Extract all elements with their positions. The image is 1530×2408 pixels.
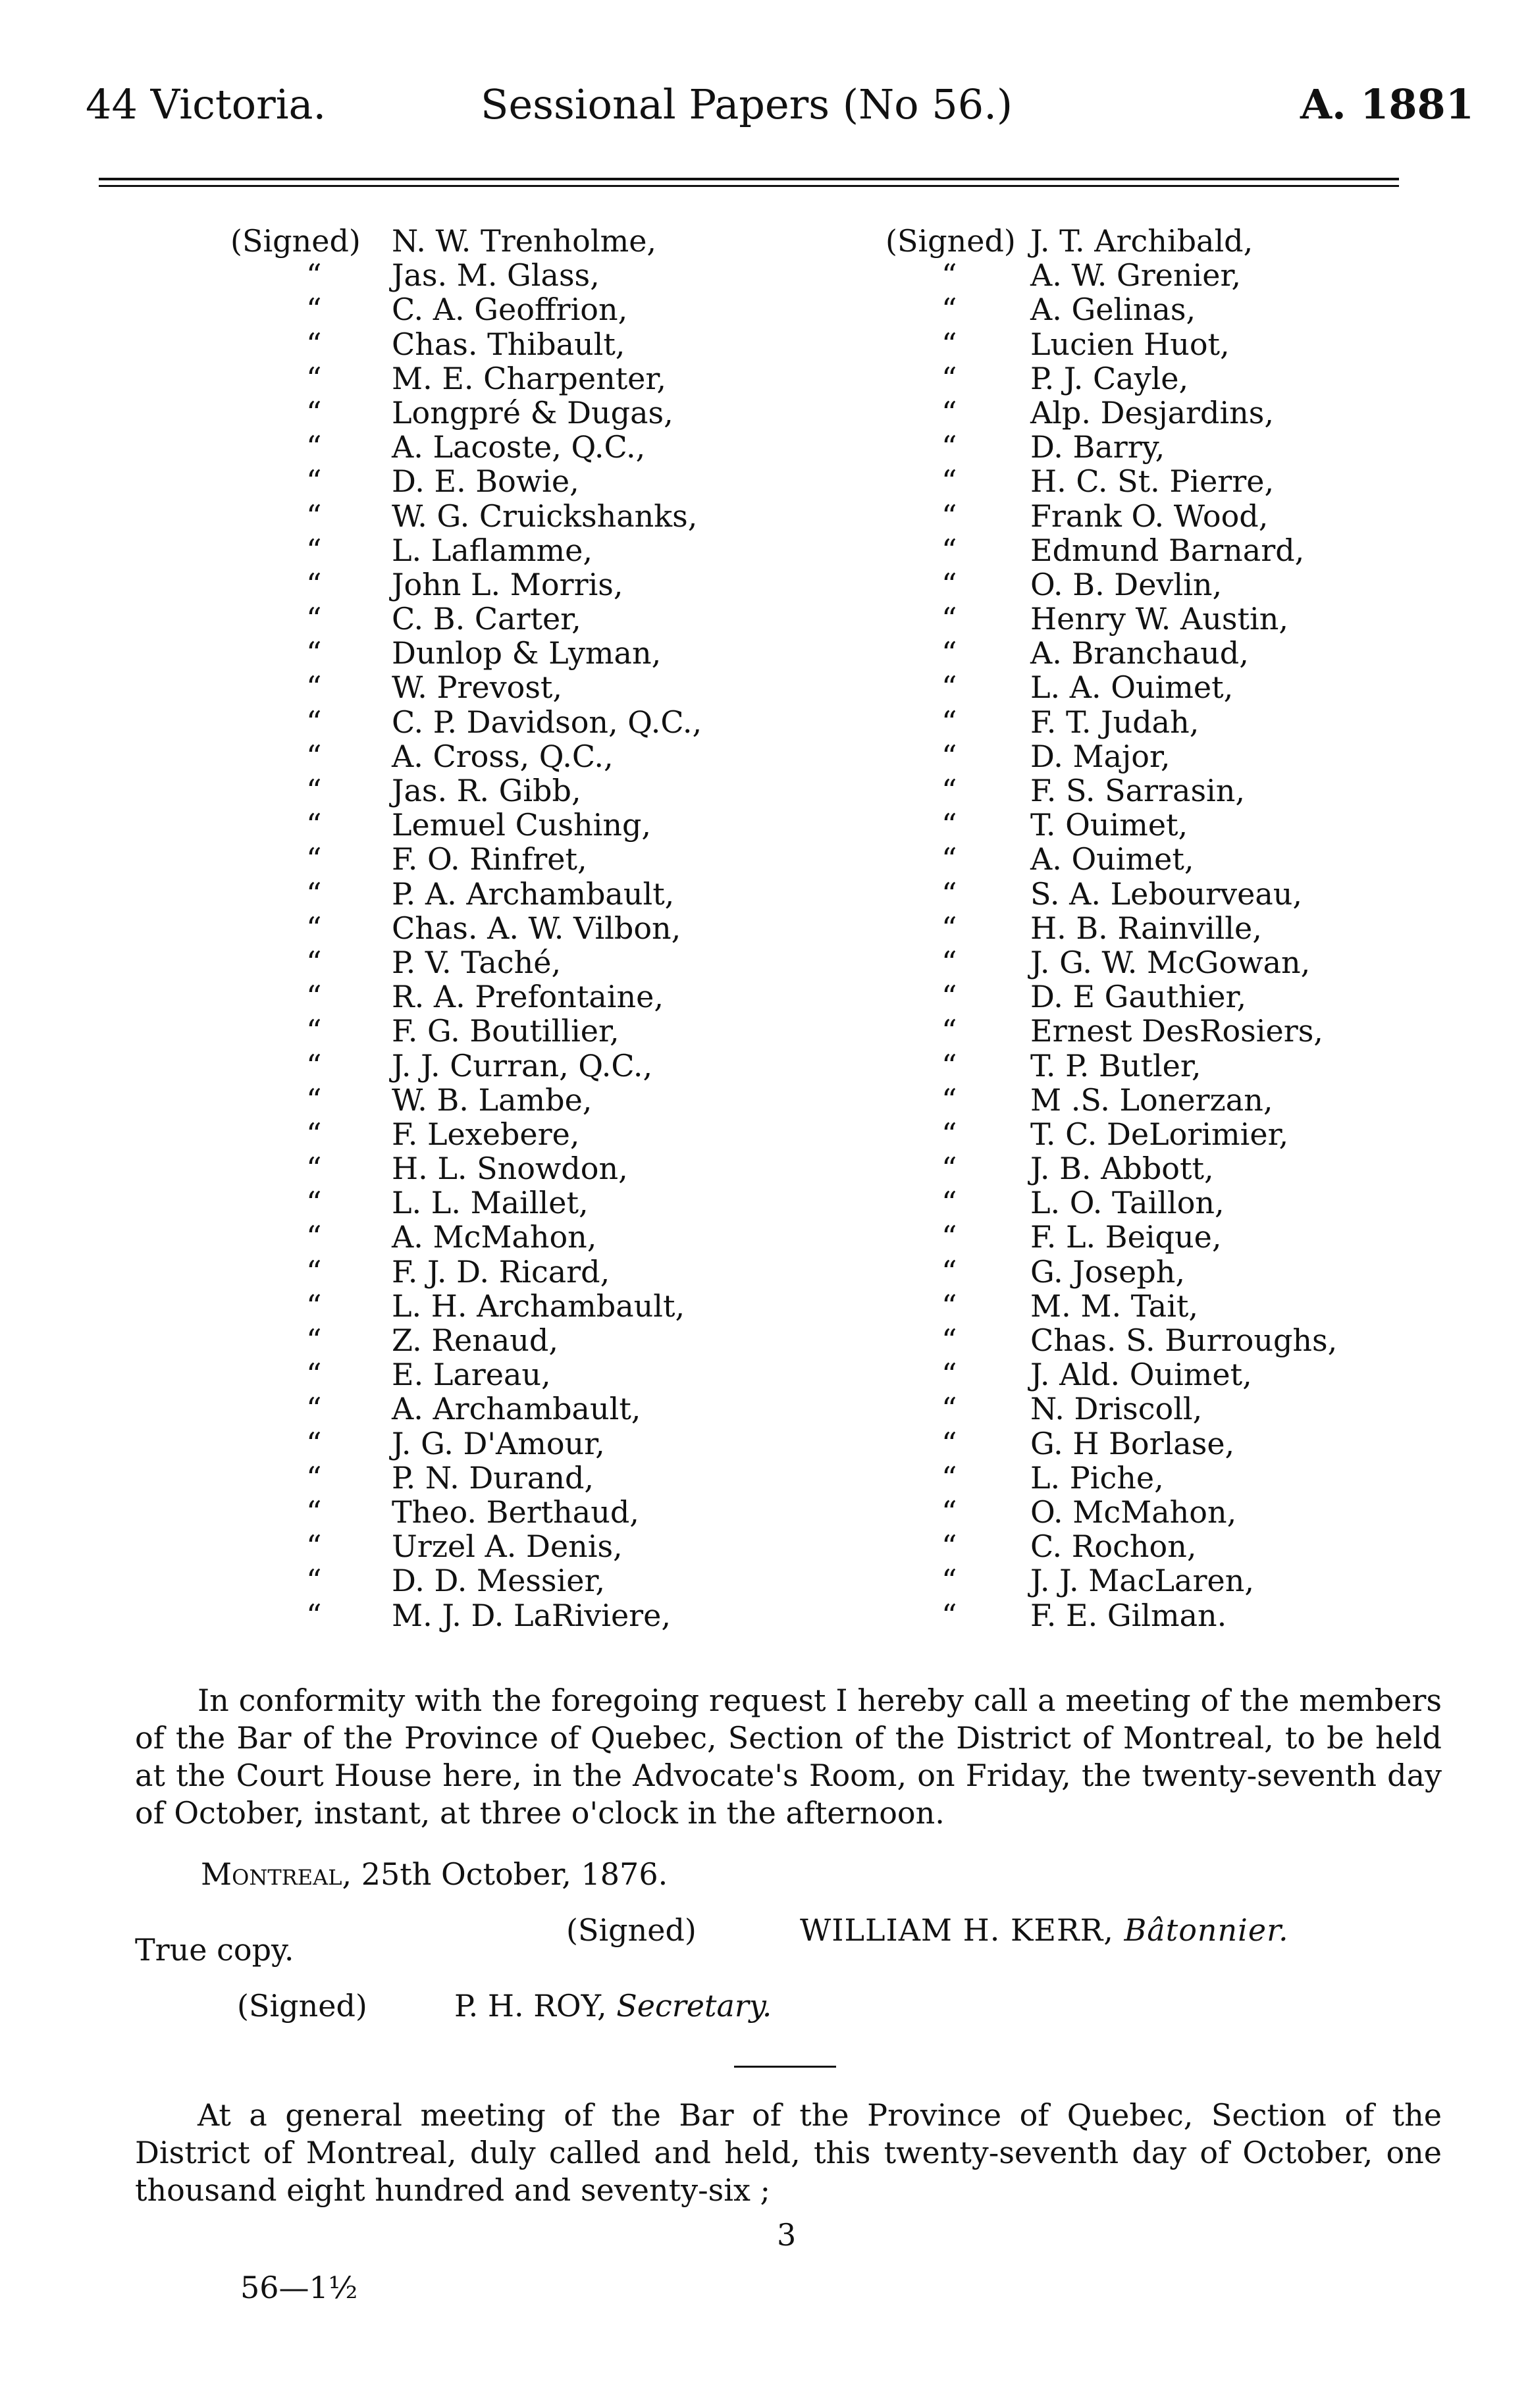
- signatory-row: [885, 1083, 1432, 1117]
- signatory-name: A. Branchaud,: [1030, 635, 1249, 671]
- signatory-column-right: [885, 224, 1432, 1633]
- ditto-mark: “: [941, 944, 957, 980]
- signatory-name: M. J. D. LaRiviere,: [392, 1597, 672, 1633]
- ditto-mark: “: [306, 1116, 322, 1152]
- signatory-name: Z. Renaud,: [392, 1322, 558, 1358]
- signatory-row: [230, 1255, 757, 1289]
- signatory-name: J. J. Curran, Q.C.,: [392, 1047, 653, 1084]
- signatory-row: [230, 877, 757, 911]
- ditto-mark: “: [306, 292, 322, 328]
- signatory-row: [885, 1495, 1432, 1529]
- ditto-mark: “: [941, 326, 957, 362]
- signatory-name: Henry W. Austin,: [1030, 601, 1288, 637]
- signatory-row: [885, 396, 1432, 430]
- ditto-mark: “: [306, 876, 322, 912]
- signatory-name: John L. Morris,: [392, 566, 623, 602]
- ditto-mark: “: [941, 1563, 957, 1599]
- ditto-mark: “: [941, 807, 957, 843]
- signatory-row: [230, 980, 757, 1014]
- signatory-name: M. E. Charpenter,: [392, 360, 666, 396]
- signatory-row: [885, 1014, 1432, 1048]
- ditto-mark: “: [941, 1219, 957, 1255]
- signatory-name: H. C. St. Pierre,: [1030, 463, 1275, 500]
- ditto-mark: “: [306, 1288, 322, 1324]
- signatory-row: [230, 1598, 757, 1633]
- signatory-row: [230, 705, 757, 739]
- signatory-name: Lemuel Cushing,: [392, 807, 652, 843]
- signatory-name: N. W. Trenholme,: [392, 223, 657, 259]
- ditto-mark: “: [306, 360, 322, 396]
- signatory-row: [885, 1426, 1432, 1461]
- signatory-name: A. W. Grenier,: [1030, 257, 1242, 294]
- ditto-mark: “: [941, 1288, 957, 1324]
- signatory-row: [230, 739, 757, 773]
- signatory-name: A. Gelinas,: [1030, 292, 1196, 328]
- signatory-name: P. J. Cayle,: [1030, 360, 1189, 396]
- ditto-mark: “: [306, 532, 322, 568]
- signatory-name: H. L. Snowdon,: [392, 1151, 628, 1187]
- signatory-row: [885, 773, 1432, 808]
- signatory-name: Ernest DesRosiers,: [1030, 1013, 1323, 1049]
- signatory-row: [230, 1186, 757, 1220]
- ditto-mark: “: [306, 326, 322, 362]
- ditto-mark: “: [306, 944, 322, 980]
- ditto-mark: “: [941, 257, 957, 294]
- signatory-name: L. Laflamme,: [392, 532, 593, 568]
- ditto-mark: “: [941, 979, 957, 1015]
- signatory-name: F. Lexebere,: [392, 1116, 580, 1152]
- signatory-name: F. J. D. Ricard,: [392, 1253, 610, 1290]
- ditto-mark: “: [306, 910, 322, 946]
- ditto-mark: “: [306, 1219, 322, 1255]
- signatory-name: Dunlop & Lyman,: [392, 635, 662, 671]
- signed-mark: (Signed): [885, 223, 1016, 259]
- signatory-name: Jas. R. Gibb,: [392, 773, 581, 808]
- signatory-row: [885, 877, 1432, 911]
- signatory-row: [885, 464, 1432, 498]
- ditto-mark: “: [941, 566, 957, 602]
- signatory-row: [230, 499, 757, 533]
- signatory-name: D. Major,: [1030, 738, 1171, 774]
- signatory-row: [885, 361, 1432, 396]
- signatory-name: Frank O. Wood,: [1030, 498, 1269, 534]
- signatory-row: [885, 670, 1432, 704]
- ditto-mark: “: [306, 257, 322, 294]
- signatory-name: Longpré & Dugas,: [392, 394, 673, 431]
- signatory-row: [885, 980, 1432, 1014]
- signatory-row: [230, 1426, 757, 1461]
- ditto-mark: “: [306, 566, 322, 602]
- ditto-mark: “: [941, 1253, 957, 1290]
- signatory-name: P. A. Archambault,: [392, 876, 675, 912]
- signatory-name: W. G. Cruickshanks,: [392, 498, 698, 534]
- header-title: Sessional Papers (No 56.): [481, 80, 1013, 128]
- signatory-name: F. L. Beique,: [1030, 1219, 1222, 1255]
- signatory-name: F. E. Gilman.: [1030, 1597, 1227, 1633]
- signatory-name: A. Archambault,: [392, 1391, 641, 1427]
- signatory-row: [885, 1392, 1432, 1426]
- signatory-name: Chas. A. W. Vilbon,: [392, 910, 681, 946]
- signatory-row: [885, 1255, 1432, 1289]
- dateline-date: 25th October, 1876.: [352, 1856, 668, 1892]
- signatory-name: J. B. Abbott,: [1030, 1151, 1214, 1187]
- signatory-name: Lucien Huot,: [1030, 326, 1230, 362]
- signatory-row: [230, 842, 757, 876]
- signatory-row: [885, 292, 1432, 327]
- signatory-name: J. Ald. Ouimet,: [1030, 1357, 1252, 1393]
- signatory-name: G. H Borlase,: [1030, 1425, 1235, 1461]
- signatory-row: [230, 670, 757, 704]
- header-rule-thick: [99, 178, 1399, 180]
- signatory-name: L. L. Maillet,: [392, 1185, 589, 1221]
- ditto-mark: “: [306, 1357, 322, 1393]
- signatory-row: [230, 224, 757, 258]
- signatory-row: [885, 911, 1432, 945]
- ditto-mark: “: [941, 669, 957, 706]
- ditto-mark: “: [306, 1253, 322, 1290]
- ditto-mark: “: [306, 773, 322, 808]
- dateline-place: Montreal,: [201, 1856, 352, 1892]
- true-copy-label: True copy.: [135, 1932, 294, 1968]
- signatory-name: P. N. Durand,: [392, 1459, 594, 1496]
- ditto-mark: “: [941, 1597, 957, 1633]
- signatory-row: [885, 1563, 1432, 1598]
- signatory-row: [885, 705, 1432, 739]
- signatory-name: T. C. DeLorimier,: [1030, 1116, 1289, 1152]
- signatory-row: [885, 636, 1432, 670]
- ditto-mark: “: [306, 979, 322, 1015]
- signatory-name: T. Ouimet,: [1030, 807, 1188, 843]
- ditto-mark: “: [306, 704, 322, 740]
- dateline: [201, 1856, 668, 1892]
- ditto-mark: “: [941, 1116, 957, 1152]
- ditto-mark: “: [941, 738, 957, 774]
- signatory-row: [885, 1461, 1432, 1495]
- ditto-mark: “: [306, 394, 322, 431]
- signatory-row: [230, 464, 757, 498]
- signatory-name: M .S. Lonerzan,: [1030, 1082, 1273, 1118]
- batonnier-signature: [800, 1912, 1289, 1948]
- signatory-name: Alp. Desjardins,: [1030, 394, 1275, 431]
- signatory-row: [885, 1529, 1432, 1563]
- ditto-mark: “: [306, 669, 322, 706]
- signatory-row: [230, 911, 757, 945]
- signatory-row: [885, 533, 1432, 567]
- signatory-name: Chas. S. Burroughs,: [1030, 1322, 1338, 1358]
- signatory-row: [230, 1151, 757, 1186]
- signatory-name: A. Ouimet,: [1030, 841, 1194, 877]
- ditto-mark: “: [306, 1082, 322, 1118]
- signatory-row: [230, 1529, 757, 1563]
- signatory-name: L. A. Ouimet,: [1030, 669, 1234, 706]
- signatory-row: [230, 1563, 757, 1598]
- signatory-row: [230, 1049, 757, 1083]
- signatory-row: [885, 224, 1432, 258]
- ditto-mark: “: [941, 876, 957, 912]
- ditto-mark: “: [941, 704, 957, 740]
- signatory-name: F. O. Rinfret,: [392, 841, 587, 877]
- ditto-mark: “: [941, 773, 957, 808]
- signatory-row: [230, 327, 757, 361]
- ditto-mark: “: [306, 1494, 322, 1530]
- ditto-mark: “: [306, 498, 322, 534]
- signatory-row: [885, 1117, 1432, 1151]
- signatory-row: [885, 842, 1432, 876]
- signatory-row: [885, 430, 1432, 464]
- ditto-mark: “: [941, 394, 957, 431]
- signatory-row: [230, 258, 757, 292]
- ditto-mark: “: [306, 1013, 322, 1049]
- ditto-mark: “: [306, 1597, 322, 1633]
- signatory-name: P. V. Taché,: [392, 944, 562, 980]
- signatory-name: O. McMahon,: [1030, 1494, 1237, 1530]
- signatory-name: D. E. Bowie,: [392, 463, 579, 500]
- signatory-row: [230, 1220, 757, 1254]
- signatory-name: F. G. Boutillier,: [392, 1013, 620, 1049]
- signatory-name: T. P. Butler,: [1030, 1047, 1201, 1084]
- signatory-row: [885, 1186, 1432, 1220]
- signatory-name: Theo. Berthaud,: [392, 1494, 639, 1530]
- signatory-name: Chas. Thibault,: [392, 326, 625, 362]
- signatory-row: [885, 945, 1432, 980]
- signatory-name: M. M. Tait,: [1030, 1288, 1199, 1324]
- signatory-row: [230, 636, 757, 670]
- signed-mark: (Signed): [230, 223, 361, 259]
- signatory-row: [230, 396, 757, 430]
- ditto-mark: “: [941, 1529, 957, 1565]
- signatory-row: [230, 945, 757, 980]
- signatory-name: W. B. Lambe,: [392, 1082, 593, 1118]
- signatory-row: [230, 1117, 757, 1151]
- signatory-name: C. Rochon,: [1030, 1529, 1197, 1565]
- signatory-name: A. Cross, Q.C.,: [392, 738, 614, 774]
- signatory-name: N. Driscoll,: [1030, 1391, 1203, 1427]
- ditto-mark: “: [306, 1563, 322, 1599]
- ditto-mark: “: [306, 807, 322, 843]
- signatory-row: [885, 1049, 1432, 1083]
- ditto-mark: “: [941, 360, 957, 396]
- signatory-row: [885, 567, 1432, 602]
- ditto-mark: “: [941, 910, 957, 946]
- ditto-mark: “: [941, 1013, 957, 1049]
- batonnier-title: Bâtonnier.: [1124, 1912, 1289, 1948]
- ditto-mark: “: [941, 841, 957, 877]
- signatory-row: [885, 327, 1432, 361]
- ditto-mark: “: [306, 1151, 322, 1187]
- ditto-mark: “: [941, 1391, 957, 1427]
- notice-paragraph: In conformity with the foregoing request I hereby call a meeting of the members of the Bar of the Province of Quebec, Section of the District of Montreal, to be held at the Court House here, in the Advocate's Room, on Friday, the twenty-seventh day of October, instant, at three o'clock in the afternoon.: [135, 1683, 1442, 1831]
- signatory-row: [230, 1495, 757, 1529]
- secretary-title: Secretary.: [616, 1988, 772, 2024]
- ditto-mark: “: [306, 429, 322, 465]
- signatory-row: [230, 430, 757, 464]
- signatory-name: J. G. D'Amour,: [392, 1425, 605, 1461]
- ditto-mark: “: [941, 1494, 957, 1530]
- signatory-row: [230, 361, 757, 396]
- signatory-row: [230, 773, 757, 808]
- signatory-row: [885, 1598, 1432, 1633]
- signatory-row: [230, 567, 757, 602]
- ditto-mark: “: [941, 1322, 957, 1358]
- ditto-mark: “: [941, 1047, 957, 1084]
- ditto-mark: “: [941, 463, 957, 500]
- ditto-mark: “: [941, 532, 957, 568]
- meeting-paragraph: At a general meeting of the Bar of the Province of Quebec, Section of the District of Montreal, duly called and held, this twenty-seventh day of October, one thousand eight hundred and seventy-six ;: [135, 2097, 1442, 2208]
- ditto-mark: “: [941, 1459, 957, 1496]
- signatory-name: W. Prevost,: [392, 669, 563, 706]
- ditto-mark: “: [306, 1185, 322, 1221]
- signatory-name: C. B. Carter,: [392, 601, 581, 637]
- signatory-name: R. A. Prefontaine,: [392, 979, 664, 1015]
- signatory-row: [885, 258, 1432, 292]
- ditto-mark: “: [306, 1459, 322, 1496]
- ditto-mark: “: [941, 635, 957, 671]
- signatory-column-left: [230, 224, 757, 1633]
- signatory-row: [885, 602, 1432, 636]
- signatory-row: [230, 292, 757, 327]
- ditto-mark: “: [306, 1391, 322, 1427]
- ditto-mark: “: [941, 1151, 957, 1187]
- signatory-name: D. E Gauthier,: [1030, 979, 1247, 1015]
- signatory-row: [230, 1289, 757, 1323]
- ditto-mark: “: [941, 1357, 957, 1393]
- signed-label: (Signed): [566, 1912, 697, 1948]
- ditto-mark: “: [941, 601, 957, 637]
- signatory-name: D. D. Messier,: [392, 1563, 605, 1599]
- signatory-row: [885, 1151, 1432, 1186]
- signatory-name: L. Piche,: [1030, 1459, 1164, 1496]
- ditto-mark: “: [941, 1425, 957, 1461]
- signatory-name: A. Lacoste, Q.C.,: [392, 429, 646, 465]
- signatory-row: [230, 602, 757, 636]
- header-rule-thin: [99, 185, 1399, 187]
- signatory-name: J. G. W. McGowan,: [1030, 944, 1311, 980]
- signatory-name: F. S. Sarrasin,: [1030, 773, 1246, 808]
- signatory-row: [230, 1392, 757, 1426]
- signed-label-secretary: (Signed): [237, 1988, 367, 2024]
- signatory-row: [230, 808, 757, 842]
- signatory-name: S. A. Lebourveau,: [1030, 876, 1302, 912]
- signatory-row: [230, 1323, 757, 1357]
- signatory-row: [885, 808, 1432, 842]
- signatory-row: [885, 1289, 1432, 1323]
- signatory-name: Urzel A. Denis,: [392, 1529, 623, 1565]
- signatory-row: [230, 1461, 757, 1495]
- ditto-mark: “: [941, 292, 957, 328]
- signatory-name: G. Joseph,: [1030, 1253, 1186, 1290]
- ditto-mark: “: [306, 635, 322, 671]
- signatory-row: [230, 533, 757, 567]
- batonnier-name: WILLIAM H. KERR,: [800, 1912, 1124, 1948]
- signatory-row: [885, 1323, 1432, 1357]
- signatory-row: [885, 499, 1432, 533]
- ditto-mark: “: [941, 429, 957, 465]
- header-session: 44 Victoria.: [86, 80, 327, 128]
- ditto-mark: “: [306, 463, 322, 500]
- secretary-signature: [454, 1988, 772, 2024]
- signatory-name: C. A. Geoffrion,: [392, 292, 628, 328]
- signatory-name: F. T. Judah,: [1030, 704, 1200, 740]
- signatory-name: E. Lareau,: [392, 1357, 551, 1393]
- signatory-name: D. Barry,: [1030, 429, 1165, 465]
- page-number: 3: [777, 2217, 797, 2253]
- secretary-name: P. H. ROY,: [454, 1988, 617, 2024]
- signatory-name: L. O. Taillon,: [1030, 1185, 1225, 1221]
- signatory-row: [230, 1083, 757, 1117]
- signatory-name: Jas. M. Glass,: [392, 257, 600, 294]
- signatory-row: [230, 1357, 757, 1392]
- signatory-name: L. H. Archambault,: [392, 1288, 685, 1324]
- signatory-name: O. B. Devlin,: [1030, 566, 1223, 602]
- signatory-name: H. B. Rainville,: [1030, 910, 1262, 946]
- ditto-mark: “: [306, 1529, 322, 1565]
- ditto-mark: “: [306, 601, 322, 637]
- signatory-row: [885, 1357, 1432, 1392]
- header-year: A. 1881: [1300, 80, 1474, 128]
- signatory-name: J. J. MacLaren,: [1030, 1563, 1254, 1599]
- signatory-row: [885, 1220, 1432, 1254]
- signature-mark: 56—1½: [240, 2270, 358, 2305]
- ditto-mark: “: [306, 1047, 322, 1084]
- ditto-mark: “: [941, 1185, 957, 1221]
- signatory-name: Edmund Barnard,: [1030, 532, 1305, 568]
- signatory-row: [885, 739, 1432, 773]
- signatory-name: A. McMahon,: [392, 1219, 597, 1255]
- signatory-name: C. P. Davidson, Q.C.,: [392, 704, 702, 740]
- signatory-name: J. T. Archibald,: [1030, 223, 1253, 259]
- ditto-mark: “: [941, 1082, 957, 1118]
- signatory-row: [230, 1014, 757, 1048]
- ditto-mark: “: [306, 1322, 322, 1358]
- ditto-mark: “: [306, 738, 322, 774]
- ditto-mark: “: [306, 841, 322, 877]
- section-divider: [734, 2066, 836, 2068]
- ditto-mark: “: [941, 498, 957, 534]
- ditto-mark: “: [306, 1425, 322, 1461]
